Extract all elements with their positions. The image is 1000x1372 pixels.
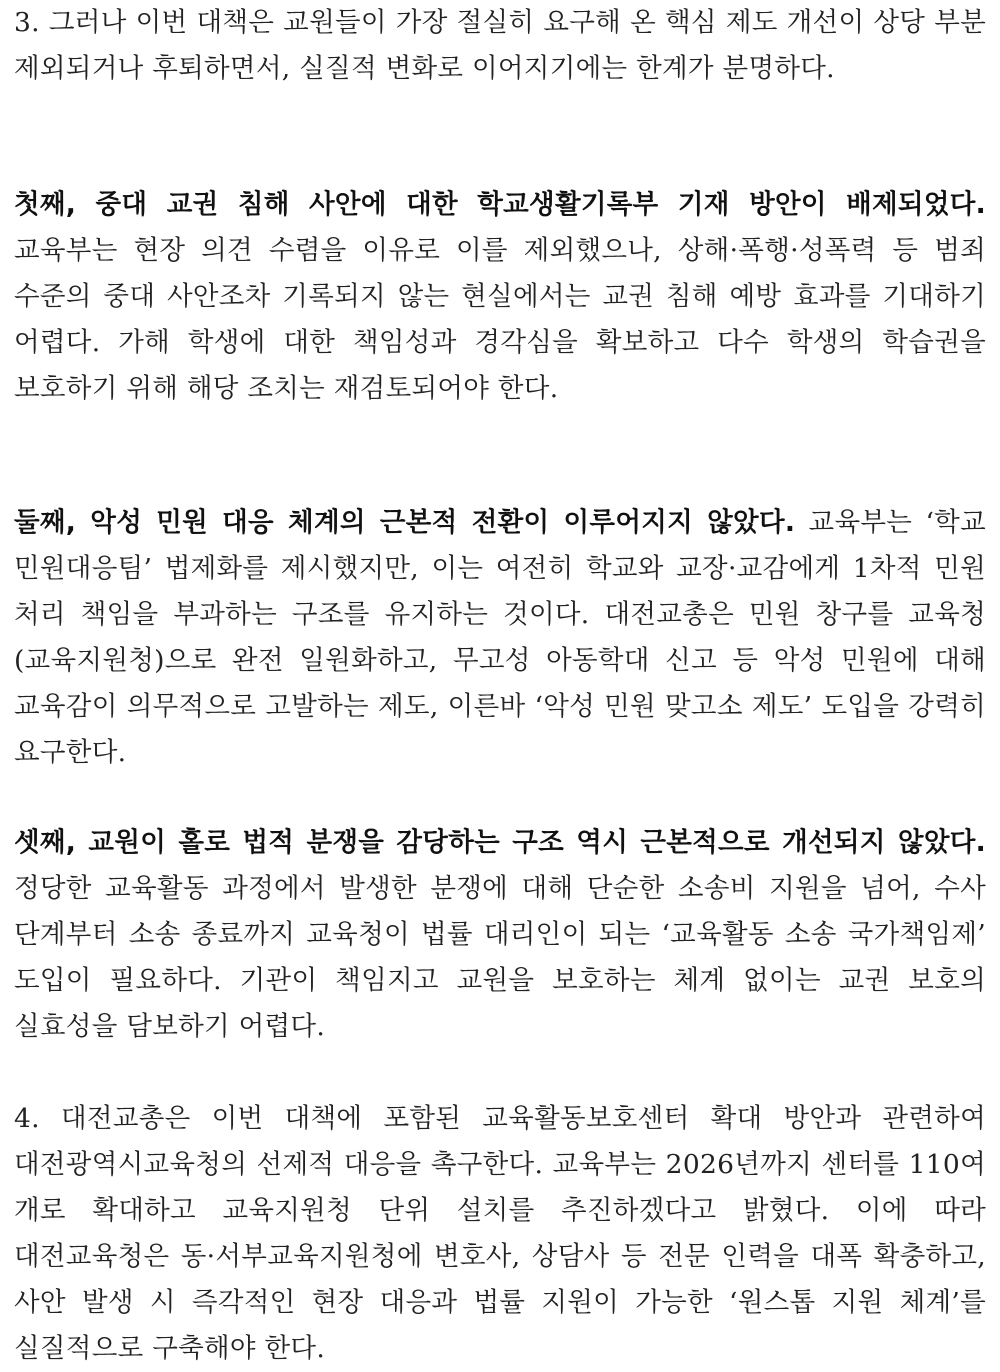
paragraph-text: 정당한 교육활동 과정에서 발생한 분쟁에 대해 단순한 소송비 지원을 넘어, 수사 단계부터 소송 종료까지 교육청이 법률 대리인이 되는 ‘교육활동 소송 국가책임제’ 도입이 필요하다. 기관이 책임지고 교원을 보호하는 체계 없이는 교권 보호의 실효성을 담보하기 어렵다. — [14, 873, 986, 1042]
paragraph-second-point — [14, 500, 986, 776]
paragraph-lead: 첫째, 중대 교권 침해 사안에 대한 학교생활기록부 기재 방안이 배제되었다. — [14, 189, 986, 220]
paragraph-text: 교육부는 현장 의견 수렴을 이유로 이를 제외했으나, 상해·폭행·성폭력 등 범죄 수준의 중대 사안조차 기록되지 않는 현실에서는 교권 침해 예방 효과를 기대하기 어렵다. 가해 학생에 대한 책임성과 경각심을 확보하고 다수 학생의 학습권을 보호하기 위해 해당 조치는 재검토되어야 한다. — [14, 235, 986, 404]
paragraph-lead: 셋째, 교원이 홀로 법적 분쟁을 감당하는 구조 역시 근본적으로 개선되지 않았다. — [14, 827, 986, 858]
paragraph-text: 교육부는 ‘학교 민원대응팀’ 법제화를 제시했지만, 이는 여전히 학교와 교장·교감에게 1차적 민원 처리 책임을 부과하는 구조를 유지하는 것이다. 대전교총은 민원 창구를 교육청(교육지원청)으로 완전 일원화하고, 무고성 아동학대 신고 등 악성 민원에 대해 교육감이 의무적으로 고발하는 제도, 이른바 ‘악성 민원 맞고소 제도’ 도입을 강력히 요구한다. — [14, 507, 986, 768]
paragraph-text: 3. 그러나 이번 대책은 교원들이 가장 절실히 요구해 온 핵심 제도 개선이 상당 부분 제외되거나 후퇴하면서, 실질적 변화로 이어지기에는 한계가 분명하다. — [14, 7, 986, 84]
paragraph-lead: 둘째, 악성 민원 대응 체계의 근본적 전환이 이루어지지 않았다. — [14, 507, 796, 538]
paragraph-3-summary — [14, 0, 986, 92]
paragraph-4-request — [14, 1096, 986, 1372]
paragraph-first-point — [14, 182, 986, 412]
paragraph-text: 4. 대전교총은 이번 대책에 포함된 교육활동보호센터 확대 방안과 관련하여 대전광역시교육청의 선제적 대응을 촉구한다. 교육부는 2026년까지 센터를 110여 개로 확대하고 교육지원청 단위 설치를 추진하겠다고 밝혔다. 이에 따라 대전교육청은 동·서부교육지원청에 변호사, 상담사 등 전문 인력을 대폭 확충하고, 사안 발생 시 즉각적인 현장 대응과 법률 지원이 가능한 ‘원스톱 지원 체계’를 실질적으로 구축해야 한다. — [14, 1103, 986, 1364]
paragraph-third-point — [14, 820, 986, 1050]
